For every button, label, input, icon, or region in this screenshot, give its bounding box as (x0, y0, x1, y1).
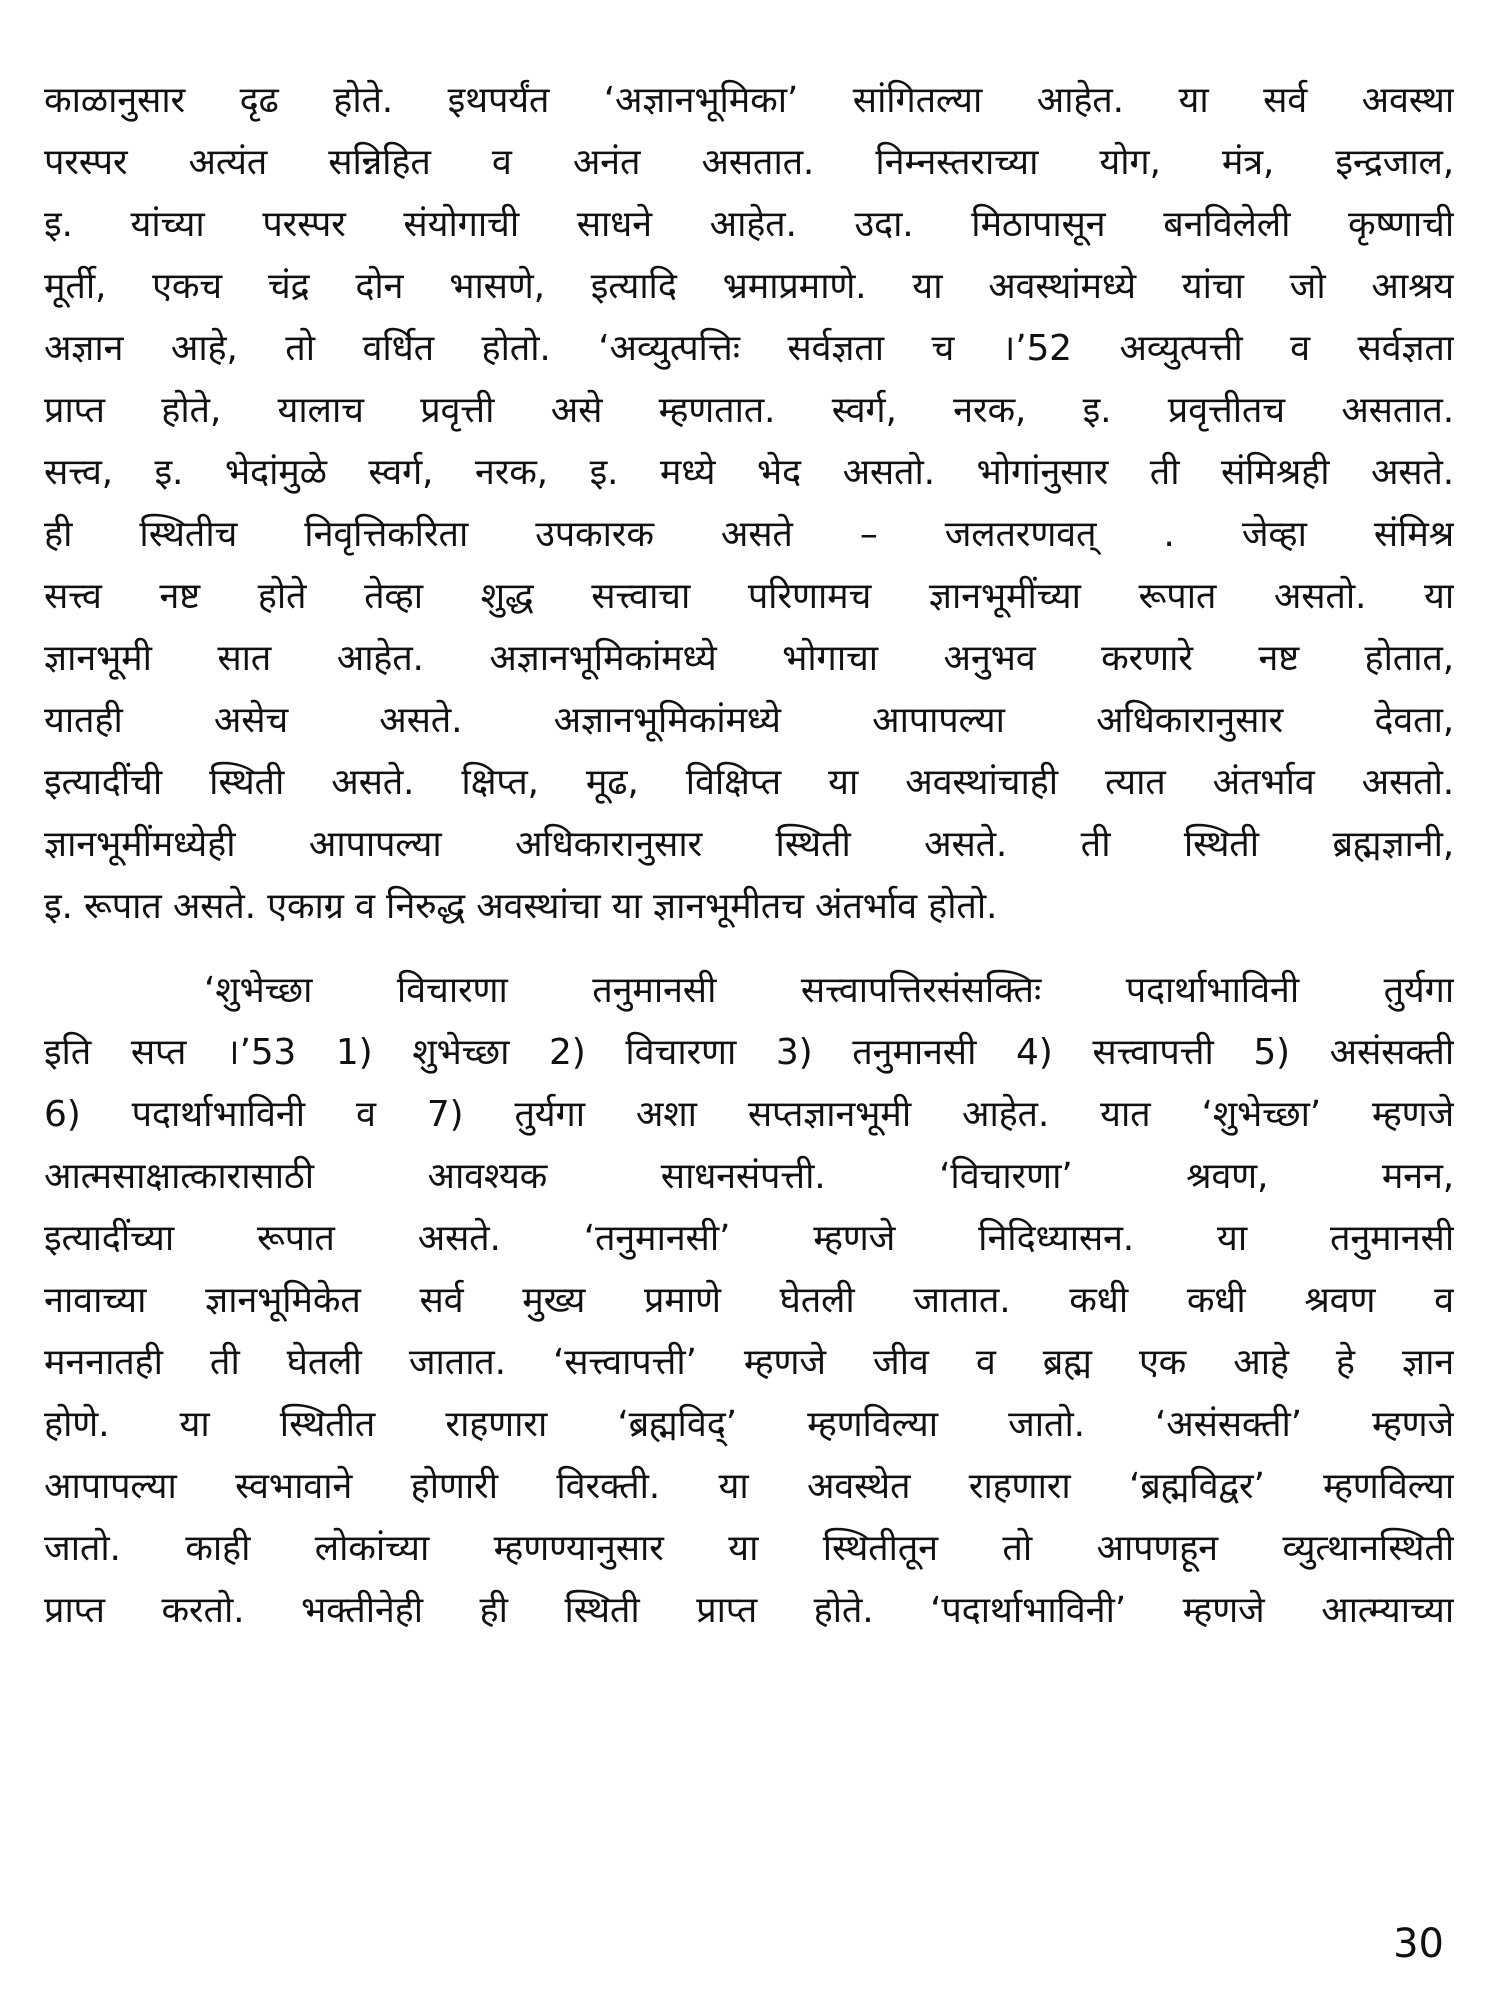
text-line: जातो. काही लोकांच्या म्हणण्यानुसार या स्थितीतून तो आपणहून व्युत्थानस्थिती (44, 1528, 1454, 1569)
text-line: ज्ञानभूमी सात आहेत. अज्ञानभूमिकांमध्ये भोगाचा अनुभव करणारे नष्ट होतात, (44, 638, 1454, 679)
text-line: 6) पदार्थाभाविनी व 7) तुर्यगा अशा सप्तज्ञानभूमी आहेत. यात ‘शुभेच्छा’ म्हणजे (44, 1094, 1454, 1135)
text-line: अज्ञान आहे, तो वर्धित होतो. ‘अव्युत्पत्तिः सर्वज्ञता च ।’52 अव्युत्पत्ती व सर्वज्ञता (44, 328, 1454, 369)
page-number: 30 (1393, 1921, 1444, 1967)
paragraph-jnana-bhumi (44, 960, 1454, 1642)
text-line: ही स्थितीच निवृत्तिकरिता उपकारक असते – जलतरणवत् . जेव्हा संमिश्र (44, 514, 1454, 555)
text-line: काळानुसार दृढ होते. इथपर्यंत ‘अज्ञानभूमिका’ सांगितल्या आहेत. या सर्व अवस्था (44, 80, 1454, 121)
text-line: इति सप्त ।’53 1) शुभेच्छा 2) विचारणा 3) तनुमानसी 4) सत्त्वापत्ती 5) असंसक्ती (44, 1032, 1454, 1073)
text-line: इत्यादींच्या रूपात असते. ‘तनुमानसी’ म्हणजे निदिध्यासन. या तनुमानसी (44, 1218, 1454, 1259)
text-line: होणे. या स्थितीत राहणारा ‘ब्रह्मविद्’ म्हणविल्या जातो. ‘असंसक्ती’ म्हणजे (44, 1404, 1454, 1445)
text-line: मननातही ती घेतली जातात. ‘सत्त्वापत्ती’ म्हणजे जीव व ब्रह्म एक आहे हे ज्ञान (44, 1342, 1454, 1383)
text-line: प्राप्त होते, यालाच प्रवृत्ती असे म्हणतात. स्वर्ग, नरक, इ. प्रवृत्तीतच असतात. (44, 390, 1454, 431)
text-line: नावाच्या ज्ञानभूमिकेत सर्व मुख्य प्रमाणे घेतली जातात. कधी कधी श्रवण व (44, 1280, 1454, 1321)
text-line: मूर्ती, एकच चंद्र दोन भासणे, इत्यादि भ्रमाप्रमाणे. या अवस्थांमध्ये यांचा जो आश्रय (44, 266, 1454, 307)
text-line: इ. रूपात असते. एकाग्र व निरुद्ध अवस्थांचा या ज्ञानभूमीतच अंतर्भाव होतो. (44, 886, 998, 927)
text-line: यातही असेच असते. अज्ञानभूमिकांमध्ये आपापल्या अधिकारानुसार देवता, (44, 700, 1454, 741)
paragraph-ajnana-bhumika (44, 70, 1454, 938)
text-line: इत्यादींची स्थिती असते. क्षिप्त, मूढ, विक्षिप्त या अवस्थांचाही त्यात अंतर्भाव असतो. (44, 762, 1454, 803)
text-line: इ. यांच्या परस्पर संयोगाची साधने आहेत. उदा. मिठापासून बनविलेली कृष्णाची (44, 204, 1454, 245)
text-line: ‘शुभेच्छा विचारणा तनुमानसी सत्त्वापत्तिरसंसक्तिः पदार्थाभाविनी तुर्यगा (204, 970, 1454, 1011)
text-line: सत्त्व नष्ट होते तेव्हा शुद्ध सत्त्वाचा परिणामच ज्ञानभूमींच्या रूपात असतो. या (44, 576, 1454, 617)
text-line: सत्त्व, इ. भेदांमुळे स्वर्ग, नरक, इ. मध्ये भेद असतो. भोगांनुसार ती संमिश्रही असते. (44, 452, 1454, 493)
text-line: प्राप्त करतो. भक्तीनेही ही स्थिती प्राप्त होते. ‘पदार्थाभाविनी’ म्हणजे आत्म्याच्या (44, 1590, 1454, 1631)
text-line: ज्ञानभूमींमध्येही आपापल्या अधिकारानुसार स्थिती असते. ती स्थिती ब्रह्मज्ञानी, (44, 824, 1454, 865)
page-body (44, 70, 1454, 1920)
text-line: परस्पर अत्यंत सन्निहित व अनंत असतात. निम्नस्तराच्या योग, मंत्र, इन्द्रजाल, (44, 142, 1454, 183)
text-line: आपापल्या स्वभावाने होणारी विरक्ती. या अवस्थेत राहणारा ‘ब्रह्मविद्वर’ म्हणविल्या (44, 1466, 1454, 1507)
text-line: आत्मसाक्षात्कारासाठी आवश्यक साधनसंपत्ती. ‘विचारणा’ श्रवण, मनन, (44, 1156, 1454, 1197)
